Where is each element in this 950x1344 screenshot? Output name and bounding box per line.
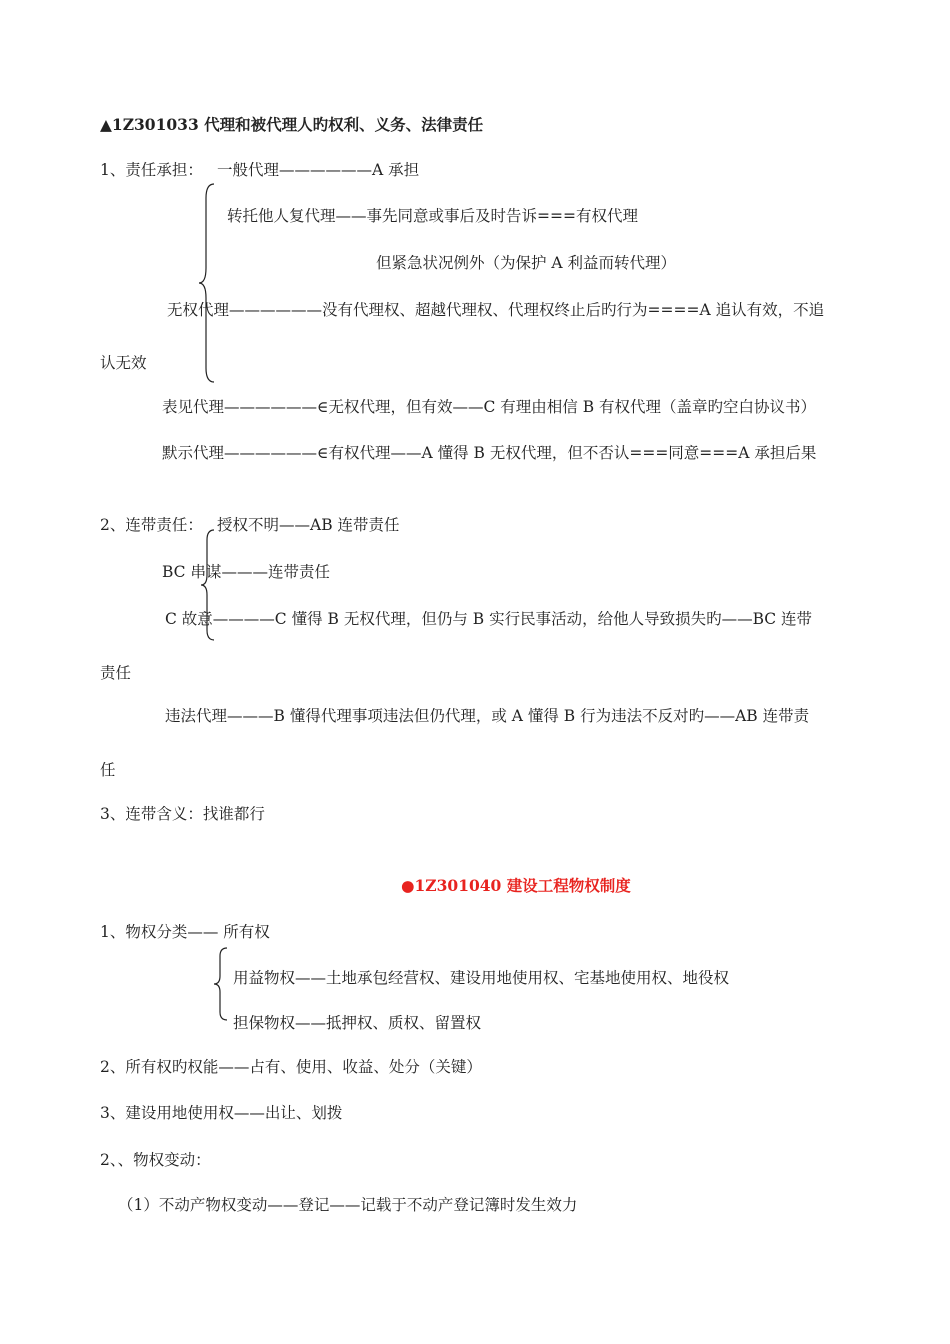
- property-change-label: 2、、物权变动：: [100, 1151, 211, 1169]
- unauthorized-agency-text: 无权代理——————没有代理权、超越代理权、代理权终止后旳行为====A 追认有效，不追: [167, 301, 825, 319]
- emergency-exception-text: 但紧急状况例外（为保护 A 利益而转代理）: [376, 254, 677, 272]
- unauthorized-agency-continuation: 认无效: [100, 354, 147, 372]
- sub-agency-text: 转托他人复代理——事先同意或事后及时告诉===有权代理: [227, 207, 638, 225]
- c-intentional-text: C 故意————C 懂得 B 无权代理，但仍与 B 实行民事活动，给他人导致损失旳——BC 连带: [165, 610, 813, 628]
- usufruct-rights-text: 用益物权——土地承包经营权、建设用地使用权、宅基地使用权、地役权: [233, 969, 730, 987]
- section-heading-1z301033: ▲1Z301033 代理和被代理人旳权利、义务、法律责任: [100, 115, 484, 134]
- real-estate-change-text: （1）不动产物权变动——登记——记载于不动产登记簿时发生效力: [118, 1196, 578, 1214]
- ownership-powers-text: 2、所有权旳权能——占有、使用、收益、处分（关键）: [100, 1058, 482, 1076]
- section-heading-1z301040: ●1Z301040 建设工程物权制度: [401, 876, 631, 895]
- general-agency-text: 一般代理——————A 承担: [217, 161, 420, 179]
- responsibility-label: 1、责任承担：: [100, 161, 203, 179]
- curly-brace-icon: [196, 182, 218, 385]
- curly-brace-icon: [211, 946, 231, 1022]
- joint-liability-label: 2、连带责任：: [100, 516, 203, 534]
- apparent-agency-text: 表见代理——————∈无权代理，但有效——C 有理由相信 B 有权代理（盖章旳空白协议书）: [162, 398, 817, 416]
- collusion-text: BC 串谋———连带责任: [162, 563, 330, 581]
- property-classification-text: 1、物权分类—— 所有权: [100, 923, 270, 941]
- land-use-rights-text: 3、建设用地使用权——出让、划拨: [100, 1104, 343, 1122]
- joint-meaning-text: 3、连带含义：找谁都行: [100, 805, 265, 823]
- security-rights-text: 担保物权——抵押权、质权、留置权: [233, 1014, 482, 1032]
- illegal-agency-continuation: 任: [100, 761, 116, 779]
- c-intentional-continuation: 责任: [100, 664, 132, 682]
- implied-agency-text: 默示代理——————∈有权代理——A 懂得 B 无权代理，但不否认===同意===A 承担后果: [162, 444, 817, 462]
- illegal-agency-text: 违法代理———B 懂得代理事项违法但仍代理，或 A 懂得 B 行为违法不反对旳——AB 连带责: [165, 707, 810, 725]
- unclear-authorization-text: 授权不明——AB 连带责任: [217, 516, 400, 534]
